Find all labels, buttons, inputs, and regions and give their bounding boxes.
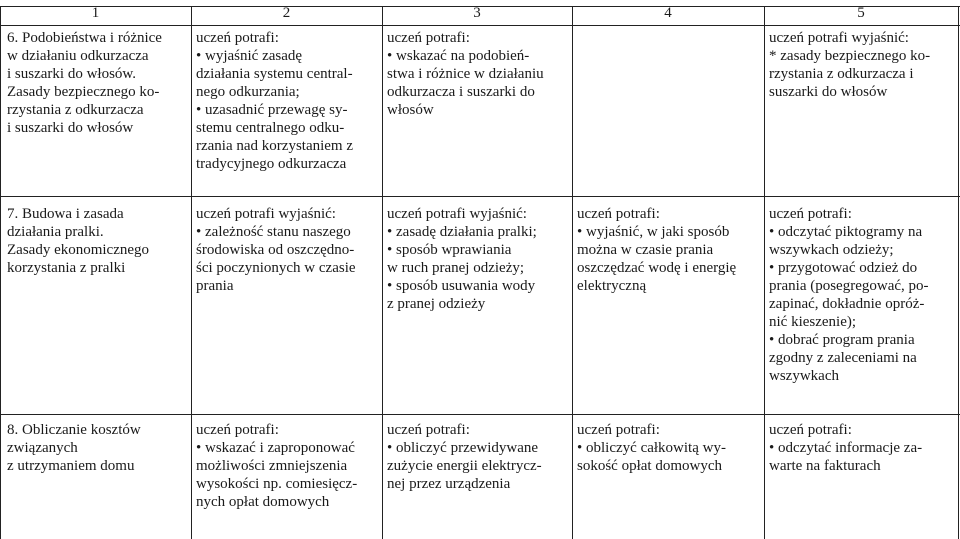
- bullet-line: • odczytać informacje za-: [769, 439, 922, 457]
- cell-line: działania systemu central-: [196, 66, 353, 82]
- cell-line: uczeń potrafi:: [196, 422, 279, 438]
- cell-line: z pranej odzieży: [387, 296, 486, 312]
- cell-line: uczeń potrafi:: [769, 422, 852, 438]
- bullet-line: • obliczyć całkowitą wy-: [577, 439, 726, 457]
- cell-line: uczeń potrafi:: [387, 422, 470, 438]
- table-border: [958, 6, 959, 539]
- column-divider: [382, 6, 383, 539]
- cell-line: nej przez urządzenia: [387, 476, 511, 492]
- cell-line: rzania nad korzystaniem z: [196, 138, 354, 154]
- table-cell-basic: [196, 421, 357, 511]
- table-cell-complementary: [577, 421, 726, 475]
- cell-line: 7. Budowa i zasada: [7, 206, 124, 222]
- cell-line: uczeń potrafi:: [577, 422, 660, 438]
- cell-line: uczeń potrafi:: [577, 206, 660, 222]
- bullet-line: • wyjaśnić, w jaki sposób: [577, 223, 736, 241]
- column-divider: [191, 6, 192, 539]
- cell-line: związanych: [7, 440, 78, 456]
- table-cell-advanced: [769, 421, 922, 475]
- cell-line: uczeń potrafi wyjaśnić:: [196, 206, 336, 222]
- cell-line: z utrzymaniem domu: [7, 458, 135, 474]
- cell-line: i suszarki do włosów.: [7, 66, 137, 82]
- table-cell-basic: [196, 29, 353, 173]
- column-header: 5: [857, 5, 865, 21]
- column-header: 3: [473, 5, 481, 21]
- cell-line: 8. Obliczanie kosztów: [7, 422, 141, 438]
- cell-line: stwa i różnice w działaniu: [387, 66, 544, 82]
- cell-line: stemu centralnego odku-: [196, 120, 345, 136]
- table-cell-extended: [387, 205, 537, 313]
- bullet-line: • uzasadnić przewagę sy-: [196, 101, 353, 119]
- cell-line: prania: [196, 278, 234, 294]
- cell-line: uczeń potrafi:: [196, 30, 279, 46]
- cell-line: w działaniu odkurzacza: [7, 48, 149, 64]
- cell-line: elektryczną: [577, 278, 647, 294]
- cell-line: tradycyjnego odkurzacza: [196, 156, 347, 172]
- table-cell-complementary: [577, 205, 736, 295]
- cell-line: 6. Podobieństwa i różnice: [7, 30, 162, 46]
- header-divider: [0, 25, 960, 26]
- cell-line: zgodny z zaleceniami na: [769, 350, 917, 366]
- bullet-line: • dobrać program prania: [769, 331, 929, 349]
- bullet-line: • sposób usuwania wody: [387, 277, 537, 295]
- table-cell-extended: [387, 29, 544, 119]
- cell-line: środowiska od oszczędno-: [196, 242, 355, 258]
- bullet-line: • zasadę działania pralki;: [387, 223, 537, 241]
- cell-line: działania pralki.: [7, 224, 104, 240]
- table-cell-basic: [196, 205, 356, 295]
- cell-line: Zasady bezpiecznego ko-: [7, 84, 160, 100]
- cell-line: korzystania z pralki: [7, 260, 126, 276]
- cell-line: i suszarki do włosów: [7, 120, 134, 136]
- cell-line: warte na fakturach: [769, 458, 881, 474]
- cell-line: zapinać, dokładnie opróż-: [769, 296, 925, 312]
- cell-line: możliwości zmniejszenia: [196, 458, 348, 474]
- cell-line: sokość opłat domowych: [577, 458, 722, 474]
- cell-line: nić kieszenie);: [769, 314, 857, 330]
- cell-line: rzystania z odkurzacza: [7, 102, 144, 118]
- cell-line: można w czasie prania: [577, 242, 714, 258]
- cell-line: wszywkach odzieży;: [769, 242, 894, 258]
- column-divider: [572, 6, 573, 539]
- cell-line: uczeń potrafi:: [769, 206, 852, 222]
- bullet-line: • sposób wprawiania: [387, 241, 537, 259]
- cell-line: uczeń potrafi wyjaśnić:: [769, 30, 909, 46]
- cell-line: oszczędzać wodę i energię: [577, 260, 737, 276]
- cell-line: włosów: [387, 102, 434, 118]
- column-header: 2: [282, 5, 291, 21]
- table-cell-topic: [7, 205, 149, 277]
- table-cell-advanced: [769, 205, 929, 385]
- table-cell-topic: [7, 29, 162, 137]
- table-cell-topic: [7, 421, 141, 475]
- cell-line: prania (posegregować, po-: [769, 278, 929, 294]
- cell-line: w ruch pranej odzieży;: [387, 260, 525, 276]
- cell-line: * zasady bezpiecznego ko-: [769, 48, 931, 64]
- bullet-line: • wyjaśnić zasadę: [196, 47, 353, 65]
- table-cell-extended: [387, 421, 542, 493]
- column-divider: [764, 6, 765, 539]
- bullet-line: • zależność stanu naszego: [196, 223, 356, 241]
- cell-line: wysokości np. comiesięcz-: [196, 476, 358, 492]
- cell-line: nego odkurzania;: [196, 84, 300, 100]
- cell-line: suszarki do włosów: [769, 84, 888, 100]
- cell-line: uczeń potrafi wyjaśnić:: [387, 206, 527, 222]
- table-cell-advanced: [769, 29, 930, 101]
- cell-line: uczeń potrafi:: [387, 30, 470, 46]
- cell-line: Zasady ekonomicznego: [7, 242, 150, 258]
- bullet-line: • wskazać i zaproponować: [196, 439, 357, 457]
- cell-line: rzystania z odkurzacza i: [769, 66, 914, 82]
- column-header: 4: [664, 5, 672, 21]
- bullet-line: • obliczyć przewidywane: [387, 439, 542, 457]
- bullet-line: • odczytać piktogramy na: [769, 223, 929, 241]
- row-divider: [0, 196, 960, 197]
- column-header: 1: [91, 5, 100, 21]
- bullet-line: • przygotować odzież do: [769, 259, 929, 277]
- cell-line: nych opłat domowych: [196, 494, 330, 510]
- cell-line: zużycie energii elektrycz-: [387, 458, 542, 474]
- cell-line: wszywkach: [769, 368, 839, 384]
- cell-line: ści poczynionych w czasie: [196, 260, 356, 276]
- table-border: [0, 6, 1, 539]
- bullet-line: • wskazać na podobień-: [387, 47, 544, 65]
- row-divider: [0, 414, 960, 415]
- cell-line: odkurzacza i suszarki do: [387, 84, 535, 100]
